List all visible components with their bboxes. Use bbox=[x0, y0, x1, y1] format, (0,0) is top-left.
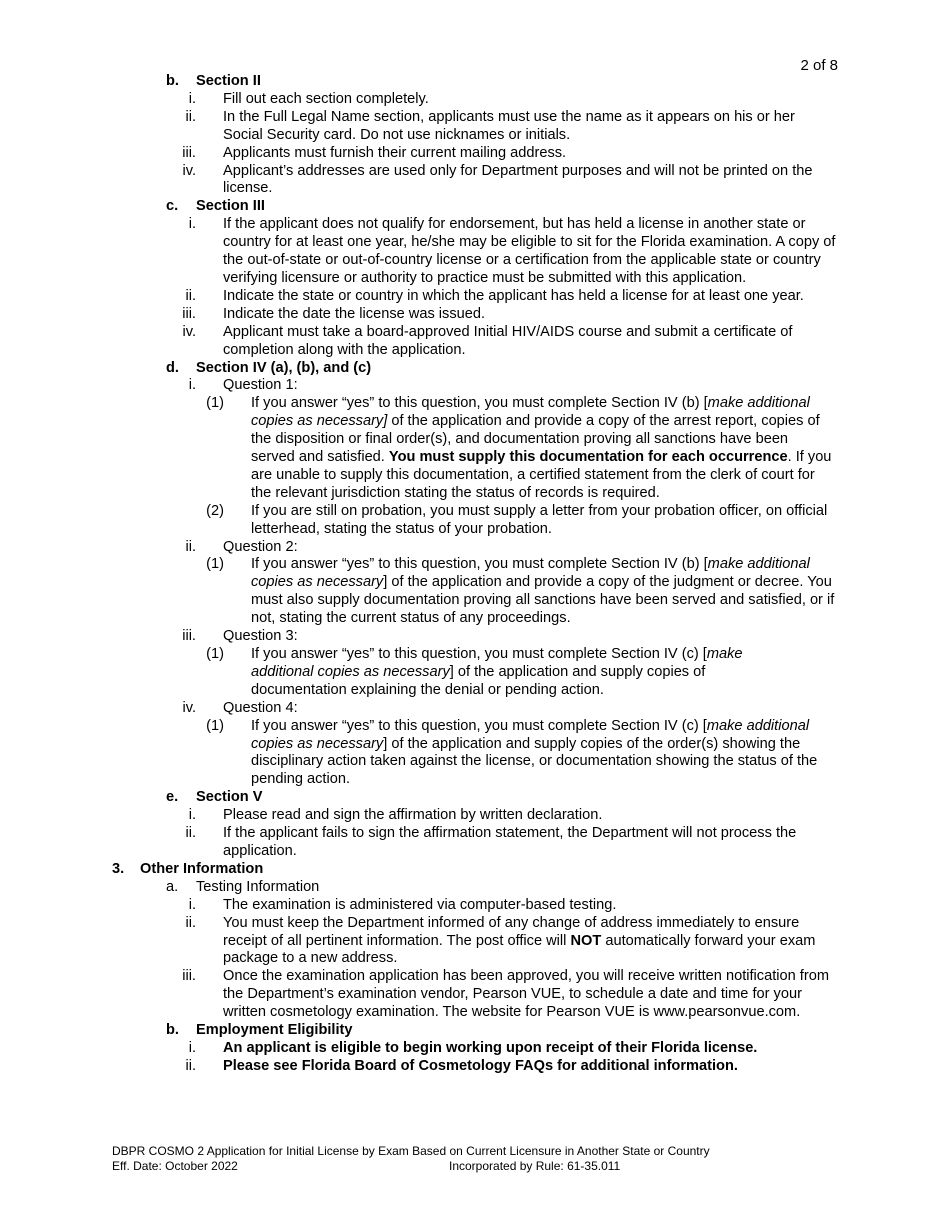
sub-text: If you answer “yes” to this question, you must complete Section IV (c) [make additional copies as necessary] of the application and supply copies of the order(s) showing the disciplinary action taken against the license, or documentation showing the status of the pending action. bbox=[251, 717, 818, 788]
footer-line-2 bbox=[112, 1159, 838, 1174]
list-item bbox=[0, 324, 950, 360]
other-title: Other Information bbox=[140, 860, 264, 877]
testing-heading bbox=[0, 879, 950, 897]
list-text: You must keep the Department informed of any change of address immediately to ensure receipt of all pertinent information. The post office will NOT automatically forward your exam package to a new address. bbox=[223, 914, 816, 967]
list-marker: ii. bbox=[185, 1057, 196, 1074]
list-marker: ii. bbox=[185, 108, 196, 125]
list-text: Indicate the state or country in which the applicant has held a license for at least one year. bbox=[223, 287, 804, 304]
sub-text: If you answer “yes” to this question, you must complete Section IV (b) [make additional copies as necessary] of the application and provide a copy of the arrest report, copies of the disposition or final order(s), and documentation proving all sanctions have been served and satisfied. You must supply this documentation for each occurrence. If you are unable to supply this documentation, a certified statement from the clerk of court for the relevant jurisdiction stating the status of records is required. bbox=[251, 395, 832, 501]
employment-title: Employment Eligibility bbox=[196, 1022, 353, 1039]
list-marker: iii. bbox=[182, 144, 196, 161]
sub-item bbox=[0, 718, 950, 790]
list-text: Applicant’s addresses are used only for Department purposes and will not be printed on the license. bbox=[223, 162, 813, 197]
list-text: Applicant must take a board-approved Initial HIV/AIDS course and submit a certificate of completion along with the application. bbox=[223, 323, 793, 358]
list-marker: i. bbox=[188, 377, 196, 394]
document-body bbox=[0, 73, 950, 1076]
question-label: Question 3: bbox=[223, 628, 298, 645]
section-c-heading bbox=[0, 198, 950, 216]
section-b-marker: b. bbox=[166, 73, 179, 89]
list-item bbox=[0, 109, 950, 145]
list-item bbox=[0, 91, 950, 109]
list-marker: iv. bbox=[182, 323, 196, 340]
section-d-heading bbox=[0, 360, 950, 378]
list-marker: i. bbox=[188, 216, 196, 233]
employment-heading bbox=[0, 1022, 950, 1040]
list-item bbox=[0, 968, 950, 1022]
sub-item bbox=[0, 556, 950, 628]
list-text: Fill out each section completely. bbox=[223, 90, 429, 107]
page-number: 2 of 8 bbox=[800, 57, 838, 74]
list-marker: ii. bbox=[185, 914, 196, 931]
sub-marker: (1) bbox=[206, 646, 224, 662]
other-marker: 3. bbox=[112, 860, 125, 877]
sub-text: If you answer “yes” to this question, you must complete Section IV (c) [make additional copies as necessary] of the application and supply copies of documentation explaining the denial or pending action. bbox=[251, 646, 743, 698]
question-label: Question 1: bbox=[223, 377, 298, 394]
list-marker: iv. bbox=[182, 162, 196, 179]
sub-marker: (2) bbox=[206, 502, 224, 519]
list-item bbox=[0, 807, 950, 825]
list-marker: i. bbox=[188, 896, 196, 913]
list-marker: iii. bbox=[182, 968, 196, 985]
list-item bbox=[0, 288, 950, 306]
list-text: If the applicant fails to sign the affirmation statement, the Department will not process the application. bbox=[223, 825, 797, 859]
page-footer bbox=[112, 1144, 838, 1174]
list-item bbox=[0, 897, 950, 915]
section-e-heading bbox=[0, 789, 950, 807]
question-4 bbox=[0, 700, 950, 718]
list-text: Please read and sign the affirmation by written declaration. bbox=[223, 807, 603, 824]
list-marker: i. bbox=[188, 807, 196, 824]
list-item bbox=[0, 1040, 950, 1058]
question-1 bbox=[0, 377, 950, 395]
section-c-title: Section III bbox=[196, 198, 265, 215]
list-text: Once the examination application has been approved, you will receive written notification from the Department’s examination vendor, Pearson VUE, to schedule a date and time for your written cosmetology examination. The website for Pearson VUE is www.pearsonvue.com. bbox=[223, 968, 829, 1021]
list-text: Applicants must furnish their current mailing address. bbox=[223, 144, 567, 161]
list-marker: iii. bbox=[182, 305, 196, 322]
list-item bbox=[0, 825, 950, 861]
testing-title: Testing Information bbox=[196, 878, 320, 895]
section-d-marker: d. bbox=[166, 359, 179, 376]
list-text: Indicate the date the license was issued. bbox=[223, 305, 486, 322]
list-item bbox=[0, 306, 950, 324]
sub-text: If you answer “yes” to this question, you must complete Section IV (b) [make additional copies as necessary] of the application and provide a copy of the judgment or decree. You must also supply documentation proving all sanctions have been served and satisfied, or if not, stating the current status of any proceedings. bbox=[251, 556, 835, 627]
list-marker: ii. bbox=[185, 538, 196, 555]
employment-marker: b. bbox=[166, 1022, 179, 1039]
section-c-marker: c. bbox=[166, 198, 179, 215]
testing-marker: a. bbox=[166, 878, 179, 895]
section-b-heading bbox=[0, 73, 950, 91]
sub-item bbox=[0, 503, 950, 539]
section-b-title: Section II bbox=[196, 73, 261, 89]
section-e-title: Section V bbox=[196, 789, 263, 806]
list-marker: ii. bbox=[185, 287, 196, 304]
sub-marker: (1) bbox=[206, 717, 224, 734]
section-d-title: Section IV (a), (b), and (c) bbox=[196, 359, 372, 376]
list-marker: iv. bbox=[182, 699, 196, 716]
list-item bbox=[0, 163, 950, 199]
sub-item bbox=[0, 646, 950, 700]
question-label: Question 4: bbox=[223, 699, 298, 716]
sub-text: If you are still on probation, you must supply a letter from your probation officer, on official letterhead, stating the status of your probation. bbox=[251, 502, 828, 537]
footer-eff-date: Eff. Date: October 2022 bbox=[112, 1159, 238, 1173]
list-item bbox=[0, 1058, 950, 1076]
question-label: Question 2: bbox=[223, 538, 298, 555]
sub-marker: (1) bbox=[206, 556, 224, 573]
sub-marker: (1) bbox=[206, 395, 224, 412]
list-text: If the applicant does not qualify for endorsement, but has held a license in another state or country for at least one year, he/she may be eligible to sit for the Florida examination. A copy of the out-of-state or out-of-country license or a certification from the applicable state or country verifying licensure or authority to practice must be submitted with this application. bbox=[223, 216, 836, 286]
list-marker: iii. bbox=[182, 628, 196, 645]
list-marker: i. bbox=[188, 1039, 196, 1056]
sub-item bbox=[0, 395, 950, 502]
list-item bbox=[0, 915, 950, 969]
section-e-marker: e. bbox=[166, 789, 179, 806]
list-item bbox=[0, 216, 950, 288]
footer-line-1: DBPR COSMO 2 Application for Initial License by Exam Based on Current Licensure in Another State or Country bbox=[112, 1144, 710, 1158]
list-text: An applicant is eligible to begin working upon receipt of their Florida license. bbox=[223, 1039, 758, 1056]
footer-rule: Incorporated by Rule: 61-35.011 bbox=[449, 1159, 621, 1173]
list-marker: i. bbox=[188, 90, 196, 107]
list-text: The examination is administered via computer-based testing. bbox=[223, 896, 617, 913]
other-information-heading bbox=[0, 861, 950, 879]
question-3 bbox=[0, 628, 950, 646]
list-marker: ii. bbox=[185, 825, 196, 842]
list-text: Please see Florida Board of Cosmetology FAQs for additional information. bbox=[223, 1057, 738, 1074]
question-2 bbox=[0, 539, 950, 557]
list-item bbox=[0, 145, 950, 163]
list-text: In the Full Legal Name section, applicants must use the name as it appears on his or her Social Security card. Do not use nicknames or initials. bbox=[223, 108, 795, 143]
